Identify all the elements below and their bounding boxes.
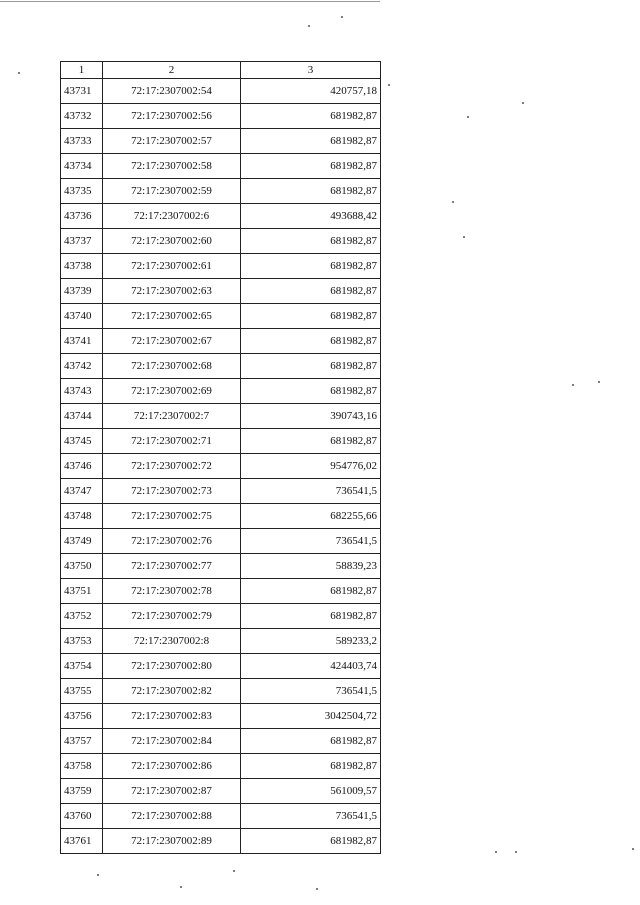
table-row <box>61 104 381 129</box>
cadastral-number-cell: 72:17:2307002:57 <box>103 129 241 154</box>
row-number-cell: 43760 <box>61 804 103 829</box>
cadastral-number-cell: 72:17:2307002:69 <box>103 379 241 404</box>
value-cell: 681982,87 <box>241 429 381 454</box>
row-number-cell: 43731 <box>61 79 103 104</box>
scan-speck <box>572 384 574 386</box>
value-cell: 681982,87 <box>241 754 381 779</box>
table-row <box>61 654 381 679</box>
row-number-cell: 43740 <box>61 304 103 329</box>
value-cell: 736541,5 <box>241 529 381 554</box>
row-number-cell: 43757 <box>61 729 103 754</box>
table-body <box>61 79 381 854</box>
cadastral-number-cell: 72:17:2307002:75 <box>103 504 241 529</box>
table-row <box>61 754 381 779</box>
scan-speck <box>97 874 99 876</box>
table-row <box>61 179 381 204</box>
row-number-cell: 43739 <box>61 279 103 304</box>
row-number-cell: 43738 <box>61 254 103 279</box>
table-row <box>61 229 381 254</box>
table-row <box>61 779 381 804</box>
value-cell: 681982,87 <box>241 329 381 354</box>
cadastral-number-cell: 72:17:2307002:79 <box>103 604 241 629</box>
row-number-cell: 43745 <box>61 429 103 454</box>
cadastral-number-cell: 72:17:2307002:63 <box>103 279 241 304</box>
table-row <box>61 329 381 354</box>
cadastral-number-cell: 72:17:2307002:84 <box>103 729 241 754</box>
table-row <box>61 79 381 104</box>
cadastral-number-cell: 72:17:2307002:88 <box>103 804 241 829</box>
row-number-cell: 43732 <box>61 104 103 129</box>
cadastral-number-cell: 72:17:2307002:67 <box>103 329 241 354</box>
value-cell: 736541,5 <box>241 679 381 704</box>
table-row <box>61 679 381 704</box>
value-cell: 681982,87 <box>241 304 381 329</box>
row-number-cell: 43750 <box>61 554 103 579</box>
row-number-cell: 43752 <box>61 604 103 629</box>
value-cell: 681982,87 <box>241 154 381 179</box>
cadastral-number-cell: 72:17:2307002:56 <box>103 104 241 129</box>
scan-speck <box>341 16 343 18</box>
scan-speck <box>632 848 634 850</box>
value-cell: 681982,87 <box>241 729 381 754</box>
table-header-row <box>61 62 381 79</box>
value-cell: 736541,5 <box>241 479 381 504</box>
value-cell: 681982,87 <box>241 604 381 629</box>
scan-speck <box>233 870 235 872</box>
scan-speck <box>388 84 390 86</box>
value-cell: 681982,87 <box>241 829 381 854</box>
value-cell: 681982,87 <box>241 579 381 604</box>
value-cell: 681982,87 <box>241 179 381 204</box>
cadastral-number-cell: 72:17:2307002:80 <box>103 654 241 679</box>
table-row <box>61 629 381 654</box>
table-row <box>61 504 381 529</box>
row-number-cell: 43736 <box>61 204 103 229</box>
value-cell: 420757,18 <box>241 79 381 104</box>
value-cell: 681982,87 <box>241 229 381 254</box>
table-row <box>61 804 381 829</box>
table-row <box>61 579 381 604</box>
row-number-cell: 43746 <box>61 454 103 479</box>
row-number-cell: 43755 <box>61 679 103 704</box>
row-number-cell: 43747 <box>61 479 103 504</box>
table-row <box>61 354 381 379</box>
table-row <box>61 454 381 479</box>
table-row <box>61 204 381 229</box>
value-cell: 561009,57 <box>241 779 381 804</box>
scan-speck <box>522 102 524 104</box>
column-header-2: 2 <box>103 62 241 79</box>
value-cell: 390743,16 <box>241 404 381 429</box>
table-row <box>61 129 381 154</box>
value-cell: 58839,23 <box>241 554 381 579</box>
table-row <box>61 379 381 404</box>
table-row <box>61 604 381 629</box>
value-cell: 954776,02 <box>241 454 381 479</box>
column-header-3: 3 <box>241 62 381 79</box>
value-cell: 681982,87 <box>241 104 381 129</box>
value-cell: 681982,87 <box>241 354 381 379</box>
row-number-cell: 43753 <box>61 629 103 654</box>
table-row <box>61 254 381 279</box>
row-number-cell: 43761 <box>61 829 103 854</box>
cadastral-number-cell: 72:17:2307002:76 <box>103 529 241 554</box>
scan-edge-line <box>0 1 380 2</box>
table-row <box>61 479 381 504</box>
cadastral-number-cell: 72:17:2307002:89 <box>103 829 241 854</box>
scan-speck <box>316 888 318 890</box>
row-number-cell: 43754 <box>61 654 103 679</box>
row-number-cell: 43758 <box>61 754 103 779</box>
cadastral-number-cell: 72:17:2307002:6 <box>103 204 241 229</box>
cadastral-table <box>60 61 381 854</box>
value-cell: 736541,5 <box>241 804 381 829</box>
scan-speck <box>467 116 469 118</box>
cadastral-number-cell: 72:17:2307002:61 <box>103 254 241 279</box>
cadastral-number-cell: 72:17:2307002:68 <box>103 354 241 379</box>
row-number-cell: 43735 <box>61 179 103 204</box>
table-row <box>61 829 381 854</box>
value-cell: 681982,87 <box>241 379 381 404</box>
cadastral-number-cell: 72:17:2307002:60 <box>103 229 241 254</box>
cadastral-number-cell: 72:17:2307002:58 <box>103 154 241 179</box>
value-cell: 589233,2 <box>241 629 381 654</box>
cadastral-number-cell: 72:17:2307002:87 <box>103 779 241 804</box>
cadastral-number-cell: 72:17:2307002:78 <box>103 579 241 604</box>
row-number-cell: 43743 <box>61 379 103 404</box>
table-row <box>61 154 381 179</box>
cadastral-number-cell: 72:17:2307002:83 <box>103 704 241 729</box>
value-cell: 681982,87 <box>241 279 381 304</box>
scan-speck <box>308 25 310 27</box>
scan-speck <box>598 381 600 383</box>
scan-speck <box>18 72 20 74</box>
row-number-cell: 43737 <box>61 229 103 254</box>
row-number-cell: 43759 <box>61 779 103 804</box>
table-row <box>61 529 381 554</box>
table-row <box>61 729 381 754</box>
row-number-cell: 43742 <box>61 354 103 379</box>
row-number-cell: 43751 <box>61 579 103 604</box>
cadastral-number-cell: 72:17:2307002:82 <box>103 679 241 704</box>
row-number-cell: 43744 <box>61 404 103 429</box>
table-row <box>61 704 381 729</box>
cadastral-number-cell: 72:17:2307002:8 <box>103 629 241 654</box>
table-row <box>61 404 381 429</box>
cadastral-number-cell: 72:17:2307002:77 <box>103 554 241 579</box>
scan-speck <box>495 851 497 853</box>
scan-speck <box>463 236 465 238</box>
table-row <box>61 279 381 304</box>
value-cell: 681982,87 <box>241 129 381 154</box>
table-row <box>61 304 381 329</box>
row-number-cell: 43756 <box>61 704 103 729</box>
scan-speck <box>515 851 517 853</box>
table-row <box>61 554 381 579</box>
value-cell: 3042504,72 <box>241 704 381 729</box>
cadastral-number-cell: 72:17:2307002:86 <box>103 754 241 779</box>
value-cell: 681982,87 <box>241 254 381 279</box>
cadastral-number-cell: 72:17:2307002:7 <box>103 404 241 429</box>
row-number-cell: 43733 <box>61 129 103 154</box>
column-header-1: 1 <box>61 62 103 79</box>
cadastral-number-cell: 72:17:2307002:65 <box>103 304 241 329</box>
cadastral-number-cell: 72:17:2307002:59 <box>103 179 241 204</box>
row-number-cell: 43741 <box>61 329 103 354</box>
scan-speck <box>452 201 454 203</box>
cadastral-number-cell: 72:17:2307002:72 <box>103 454 241 479</box>
row-number-cell: 43749 <box>61 529 103 554</box>
cadastral-number-cell: 72:17:2307002:54 <box>103 79 241 104</box>
value-cell: 424403,74 <box>241 654 381 679</box>
table-row <box>61 429 381 454</box>
value-cell: 682255,66 <box>241 504 381 529</box>
scan-speck <box>180 886 182 888</box>
cadastral-number-cell: 72:17:2307002:73 <box>103 479 241 504</box>
cadastral-number-cell: 72:17:2307002:71 <box>103 429 241 454</box>
value-cell: 493688,42 <box>241 204 381 229</box>
row-number-cell: 43734 <box>61 154 103 179</box>
row-number-cell: 43748 <box>61 504 103 529</box>
